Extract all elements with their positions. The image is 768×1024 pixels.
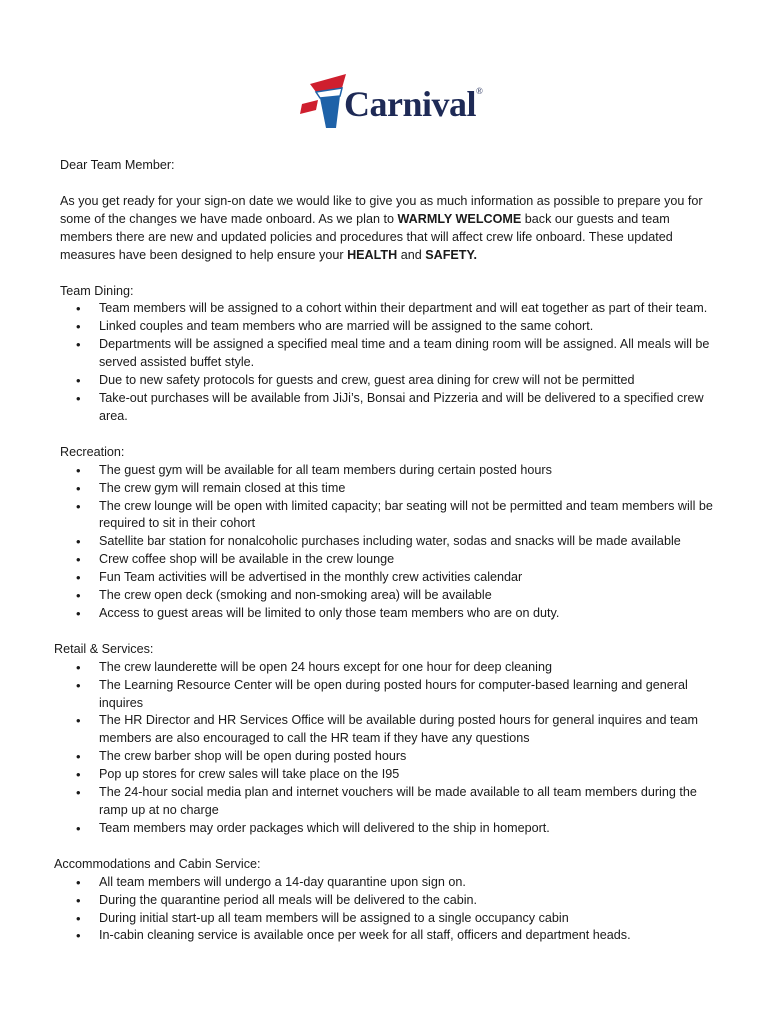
section-title: Accommodations and Cabin Service: bbox=[54, 856, 261, 871]
list-item-text: The crew open deck (smoking and non-smoking area) will be available bbox=[99, 588, 492, 603]
bullet-icon: • bbox=[76, 588, 81, 604]
greeting: Dear Team Member: bbox=[60, 158, 175, 172]
list-item bbox=[60, 927, 720, 945]
list-item-text: In-cabin cleaning service is available once per week for all staff, officers and department heads. bbox=[99, 928, 631, 943]
bullet-icon: • bbox=[76, 534, 81, 550]
list-item-text: Satellite bar station for nonalcoholic purchases including water, sodas and snacks will be made available bbox=[99, 534, 681, 549]
list-item-text: All team members will undergo a 14-day quarantine upon sign on. bbox=[99, 874, 466, 889]
list-item bbox=[60, 372, 720, 390]
bullet-icon: • bbox=[76, 874, 81, 890]
list-item bbox=[60, 748, 720, 766]
bullet-icon: • bbox=[76, 301, 81, 317]
bullet-icon: • bbox=[76, 749, 81, 765]
bullet-icon: • bbox=[76, 552, 81, 568]
list-item-text: During the quarantine period all meals will be delivered to the cabin. bbox=[99, 892, 478, 907]
list-item-text: Access to guest areas will be limited to only those team members who are on duty. bbox=[99, 605, 560, 620]
list-item-text: The crew lounge will be open with limited capacity; bar seating will not be permitted and team members will be required to sit in their cohort bbox=[99, 498, 713, 531]
bullet-icon: • bbox=[76, 462, 81, 478]
bullet-icon: • bbox=[76, 659, 81, 675]
bullet-icon: • bbox=[76, 480, 81, 496]
section bbox=[60, 283, 720, 426]
list-item-text: The 24-hour social media plan and internet vouchers will be made available to all team members during the ramp up at no charge bbox=[99, 785, 697, 817]
bullet-icon: • bbox=[76, 605, 81, 621]
bullet-icon: • bbox=[76, 337, 81, 353]
bullet-icon: • bbox=[76, 767, 81, 783]
bullet-icon: • bbox=[76, 373, 81, 389]
list-item bbox=[60, 300, 720, 318]
logo-wordmark: Carnival® bbox=[344, 84, 483, 124]
section bbox=[54, 641, 720, 838]
bullet-icon: • bbox=[76, 498, 81, 514]
section-title: Recreation: bbox=[60, 444, 125, 459]
bullet-icon: • bbox=[76, 570, 81, 586]
list-item bbox=[60, 498, 720, 534]
list-item-text: The crew launderette will be open 24 hours except for one hour for deep cleaning bbox=[99, 659, 552, 674]
bullet-list bbox=[60, 874, 720, 946]
list-item bbox=[60, 587, 720, 605]
list-item-text: During initial start-up all team members will be assigned to a single occupancy cabin bbox=[99, 910, 569, 925]
list-item bbox=[60, 659, 720, 677]
list-item-text: The Learning Resource Center will be open during posted hours for computer-based learning and general inquires bbox=[99, 677, 688, 710]
list-item-text: Crew coffee shop will be available in the crew lounge bbox=[99, 552, 395, 567]
list-item-text: Fun Team activities will be advertised in the monthly crew activities calendar bbox=[99, 570, 523, 585]
bullet-list bbox=[60, 659, 720, 838]
list-item bbox=[60, 390, 720, 426]
list-item-text: Team members will be assigned to a cohort within their department and will eat together as part of their team. bbox=[99, 301, 708, 316]
list-item bbox=[60, 820, 720, 838]
funnel-icon bbox=[296, 70, 348, 134]
list-item bbox=[60, 480, 720, 498]
list-item bbox=[60, 712, 720, 748]
list-item bbox=[60, 605, 720, 623]
list-item bbox=[60, 874, 720, 892]
list-item bbox=[60, 677, 720, 713]
section-title: Retail & Services: bbox=[54, 641, 154, 656]
list-item bbox=[60, 892, 720, 910]
list-item bbox=[60, 318, 720, 336]
carnival-logo bbox=[296, 70, 496, 134]
bullet-icon: • bbox=[76, 785, 81, 801]
bullet-icon: • bbox=[76, 677, 81, 693]
list-item-text: The guest gym will be available for all team members during certain posted hours bbox=[99, 462, 552, 477]
section-title: Team Dining: bbox=[60, 283, 134, 298]
list-item-text: The crew barber shop will be open during posted hours bbox=[99, 749, 407, 764]
list-item bbox=[60, 462, 720, 480]
list-item bbox=[60, 784, 720, 820]
bullet-icon: • bbox=[76, 319, 81, 335]
list-item-text: Pop up stores for crew sales will take place on the I95 bbox=[99, 767, 400, 782]
section bbox=[54, 856, 720, 946]
list-item bbox=[60, 766, 720, 784]
bullet-list bbox=[60, 300, 720, 425]
list-item bbox=[60, 910, 720, 928]
bullet-icon: • bbox=[76, 892, 81, 908]
list-item bbox=[60, 533, 720, 551]
list-item bbox=[60, 336, 720, 372]
list-item-text: Take-out purchases will be available from JiJi’s, Bonsai and Pizzeria and will be delivered to a specified crew area. bbox=[99, 390, 704, 423]
list-item-text: Team members may order packages which will delivered to the ship in homeport. bbox=[99, 820, 550, 835]
list-item-text: Departments will be assigned a specified meal time and a team dining room will be assigned. All meals will be served assisted buffet style. bbox=[99, 337, 710, 370]
list-item-text: The crew gym will remain closed at this time bbox=[99, 480, 346, 495]
bullet-icon: • bbox=[76, 928, 81, 944]
list-item-text: Due to new safety protocols for guests and crew, guest area dining for crew will not be permitted bbox=[99, 373, 635, 388]
bullet-icon: • bbox=[76, 390, 81, 406]
list-item-text: Linked couples and team members who are married will be assigned to the same cohort. bbox=[99, 319, 594, 334]
list-item bbox=[60, 569, 720, 587]
list-item-text: The HR Director and HR Services Office will be available during posted hours for general inquires and team members are also encouraged to call the HR team if they have any questions bbox=[99, 713, 698, 746]
bullet-icon: • bbox=[76, 713, 81, 729]
letter-body bbox=[54, 157, 720, 945]
bullet-icon: • bbox=[76, 820, 81, 836]
intro-paragraph: As you get ready for your sign-on date we would like to give you as much information as possible to prepare you for some of the changes we have made onboard. As we plan to WARMLY WELCOME back our guests and team members there are new and updated policies and procedures that will affect crew life onboard. These updated measures have been designed to help ensure your HEALTH and SAFETY. bbox=[60, 193, 703, 262]
bullet-icon: • bbox=[76, 910, 81, 926]
list-item bbox=[60, 551, 720, 569]
bullet-list bbox=[60, 462, 720, 623]
section bbox=[60, 444, 720, 623]
